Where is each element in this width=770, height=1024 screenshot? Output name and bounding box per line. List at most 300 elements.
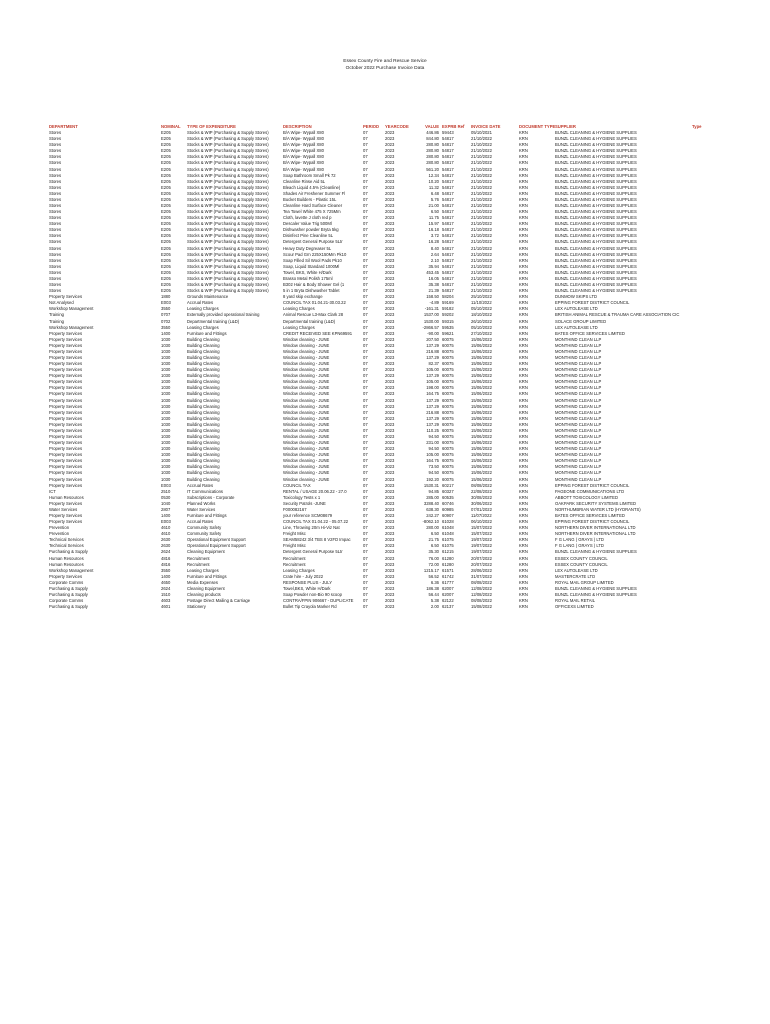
report-title: Essex County Fire and Rescue Service xyxy=(343,59,427,64)
table-cell: 11/10/2022 xyxy=(471,300,492,306)
table-cell: 30/06/2022 xyxy=(471,500,492,506)
column-header: Type xyxy=(692,124,702,129)
table-cell: 110.25 xyxy=(426,427,439,433)
table-cell: Stores xyxy=(49,215,62,221)
table-cell: 60075 xyxy=(442,427,454,433)
table-cell: KRN xyxy=(519,379,528,385)
table-cell: Accrual Rates xyxy=(187,519,214,525)
table-cell: Stores xyxy=(49,190,62,196)
table-cell: 2023 xyxy=(385,324,395,330)
table-cell: 07 xyxy=(363,476,368,482)
table-cell: 21/10/2022 xyxy=(471,203,492,209)
table-cell: 1030 xyxy=(161,385,171,391)
table-cell: BUNZL CLEANING & HYGIENE SUPPLIES xyxy=(555,585,637,591)
table-cell: 15/06/2022 xyxy=(471,379,492,385)
table-cell: 05/10/2021 xyxy=(471,130,492,136)
table-cell: Property Services xyxy=(49,409,83,415)
table-cell: 2023 xyxy=(385,209,395,215)
table-cell: 15.97 xyxy=(428,221,439,227)
table-cell: 2023 xyxy=(385,233,395,239)
table-cell: KRN xyxy=(519,330,528,336)
table-cell: 21/10/2022 xyxy=(471,172,492,178)
table-cell: 1030 xyxy=(161,458,171,464)
table-cell: 5.76 xyxy=(430,196,439,202)
table-cell: 2023 xyxy=(385,549,395,555)
table-cell: Building Cleaning xyxy=(187,391,220,397)
table-cell: MONTHIND CLEAN LLP xyxy=(555,452,602,458)
table-cell: 8 yard skip exchange xyxy=(283,294,323,300)
table-cell: 15/06/2022 xyxy=(471,452,492,458)
table-cell: KRN xyxy=(519,433,528,439)
table-cell: 07 xyxy=(363,598,368,604)
table-cell: 2023 xyxy=(385,294,395,300)
table-cell: F000082167 xyxy=(283,506,307,512)
table-cell: Property Services xyxy=(49,446,83,452)
table-cell: Human Resources xyxy=(49,555,84,561)
table-cell: B/A Wipe- Wypall X80 xyxy=(283,166,324,172)
table-cell: 07 xyxy=(363,421,368,427)
table-cell: 12/08/2022 xyxy=(471,585,492,591)
table-cell: 2023 xyxy=(385,415,395,421)
table-cell: 1030 xyxy=(161,373,171,379)
table-cell: E205 xyxy=(161,190,171,196)
table-cell: 60535 xyxy=(442,494,454,500)
table-cell: 105.00 xyxy=(426,452,439,458)
table-cell: E003 xyxy=(161,519,171,525)
table-cell: 07 xyxy=(363,354,368,360)
table-cell: KRN xyxy=(519,494,528,500)
table-cell: 60075 xyxy=(442,354,454,360)
table-cell: MONTHIND CLEAN LLP xyxy=(555,379,602,385)
table-cell: Property Services xyxy=(49,336,83,342)
table-cell: KRN xyxy=(519,476,528,482)
table-cell: 54817 xyxy=(442,263,454,269)
table-cell: 60075 xyxy=(442,440,454,446)
table-cell: 1030 xyxy=(161,354,171,360)
table-cell: 60075 xyxy=(442,409,454,415)
table-cell: Bucket Builders - Plastic 15L xyxy=(283,196,337,202)
column-header: PERIOD xyxy=(363,124,380,129)
table-cell: 137.29 xyxy=(426,373,439,379)
table-cell: 1030 xyxy=(161,427,171,433)
table-cell: 2023 xyxy=(385,130,395,136)
table-cell: Property Services xyxy=(49,342,83,348)
table-cell: 2023 xyxy=(385,203,395,209)
table-cell: ESSEX COUNTY COUNCIL xyxy=(555,555,608,561)
table-cell: 3550 xyxy=(161,567,171,573)
table-cell: 15/06/2022 xyxy=(471,342,492,348)
table-cell: 453.45 xyxy=(426,269,439,275)
table-cell: 56.44 xyxy=(428,592,439,598)
table-cell: Stocks & WIP (Purchasing & Supply Stores) xyxy=(187,136,269,142)
table-cell: BUNZL CLEANING & HYGIENE SUPPLIES xyxy=(555,245,637,251)
table-cell: KRN xyxy=(519,306,528,312)
table-cell: KRN xyxy=(519,348,528,354)
table-cell: 35.94 xyxy=(428,263,439,269)
table-cell: 07 xyxy=(363,391,368,397)
table-cell: 2023 xyxy=(385,531,395,537)
table-cell: Furniture and Fittings xyxy=(187,330,227,336)
table-cell: 07 xyxy=(363,154,368,160)
table-cell: Window cleaning - JUNE xyxy=(283,385,330,391)
table-cell: Stocks & WIP (Purchasing & Supply Stores) xyxy=(187,130,269,136)
table-cell: 07 xyxy=(363,409,368,415)
table-cell: Stocks & WIP (Purchasing & Supply Stores) xyxy=(187,148,269,154)
table-cell: Property Services xyxy=(49,415,83,421)
table-cell: 60075 xyxy=(442,379,454,385)
table-cell: Stores xyxy=(49,251,62,257)
table-cell: 07 xyxy=(363,196,368,202)
table-cell: 25/10/2022 xyxy=(471,294,492,300)
table-cell: 07 xyxy=(363,130,368,136)
table-cell: BUNZL CLEANING & HYGIENE SUPPLIES xyxy=(555,215,637,221)
table-cell: Subscriptions - Corporate xyxy=(187,494,235,500)
table-cell: BUNZL CLEANING & HYGIENE SUPPLIES xyxy=(555,227,637,233)
table-cell: Building Cleaning xyxy=(187,446,220,452)
table-cell: 56.52 xyxy=(428,573,439,579)
table-cell: Community Safety xyxy=(187,531,222,537)
table-cell: 280.00 xyxy=(426,525,439,531)
table-cell: KRN xyxy=(519,209,528,215)
table-cell: Leasing Charges xyxy=(187,567,219,573)
table-cell: 54817 xyxy=(442,154,454,160)
table-cell: 61048 xyxy=(442,531,454,537)
table-cell: 105.00 xyxy=(426,367,439,373)
table-cell: E205 xyxy=(161,221,171,227)
table-cell: 3550 xyxy=(161,306,171,312)
table-cell: Descaler Value Trig 500Ml xyxy=(283,221,332,227)
table-cell: 2023 xyxy=(385,330,395,336)
table-cell: Stocks & WIP (Purchasing & Supply Stores) xyxy=(187,209,269,215)
table-cell: 61280 xyxy=(442,555,454,561)
table-cell: Furniture and Fittings xyxy=(187,573,227,579)
table-cell: KRN xyxy=(519,160,528,166)
table-cell: Building Cleaning xyxy=(187,354,220,360)
invoice-table xyxy=(49,124,714,610)
table-cell: 2023 xyxy=(385,160,395,166)
table-cell: Operational Equipment Support xyxy=(187,537,246,543)
table-cell: 05/10/2022 xyxy=(471,306,492,312)
table-cell: 07 xyxy=(363,415,368,421)
table-cell: BUNZL CLEANING & HYGIENE SUPPLIES xyxy=(555,263,637,269)
table-cell: Window cleaning - JUNE xyxy=(283,470,330,476)
table-cell: 2023 xyxy=(385,409,395,415)
table-cell: Corporate Comms xyxy=(49,598,84,604)
table-cell: KRN xyxy=(519,397,528,403)
table-cell: Cleaning Equipment xyxy=(187,549,225,555)
table-cell: 2023 xyxy=(385,482,395,488)
table-cell: Workshop Management xyxy=(49,306,94,312)
table-cell: Stores xyxy=(49,282,62,288)
table-cell: 2023 xyxy=(385,598,395,604)
table-cell: Stocks & WIP (Purchasing & Supply Stores) xyxy=(187,257,269,263)
table-cell: KRN xyxy=(519,269,528,275)
table-cell: MONTHIND CLEAN LLP xyxy=(555,464,602,470)
table-cell: 4610 xyxy=(161,531,171,537)
table-cell: Stocks & WIP (Purchasing & Supply Stores) xyxy=(187,227,269,233)
column-header: NOMINAL xyxy=(161,124,181,129)
table-cell: 07 xyxy=(363,221,368,227)
table-cell: KRN xyxy=(519,178,528,184)
table-cell: 72.00 xyxy=(428,561,439,567)
table-cell: 216.88 xyxy=(426,409,439,415)
table-cell: 1400 xyxy=(161,330,171,336)
table-cell: 07 xyxy=(363,513,368,518)
table-cell: 21/10/2022 xyxy=(471,190,492,196)
table-cell: 2023 xyxy=(385,239,395,245)
table-cell: 26/10/2022 xyxy=(471,318,492,324)
table-cell: BUNZL CLEANING & HYGIENE SUPPLIES xyxy=(555,221,637,227)
table-cell: Window cleaning - JUNE xyxy=(283,427,330,433)
table-cell: MASTERCRATE LTD xyxy=(555,573,596,579)
table-cell: 1030 xyxy=(161,397,171,403)
table-cell: 21/10/2022 xyxy=(471,227,492,233)
table-cell: Purchasing & Supply xyxy=(49,585,88,591)
table-cell: 2023 xyxy=(385,458,395,464)
table-cell: 54817 xyxy=(442,166,454,172)
table-cell: Heavy Duty Degreaser 5L xyxy=(283,245,332,251)
table-cell: 59443 xyxy=(442,130,454,136)
table-cell: BUNZL CLEANING & HYGIENE SUPPLIES xyxy=(555,130,637,136)
table-cell: 07 xyxy=(363,282,368,288)
table-cell: 07 xyxy=(363,294,368,300)
table-cell: Stores xyxy=(49,166,62,172)
table-cell: Towel,BKS, White H/Dark xyxy=(283,585,331,591)
table-cell: 21/10/2022 xyxy=(471,136,492,142)
table-cell: 54817 xyxy=(442,239,454,245)
table-cell: Property Services xyxy=(49,427,83,433)
table-cell: 2023 xyxy=(385,537,395,543)
table-cell: Soap, Liquid Standard 1000Ml xyxy=(283,263,340,269)
table-cell: 60327 xyxy=(442,488,454,494)
table-cell: KRN xyxy=(519,549,528,555)
table-cell: 280.80 xyxy=(426,148,439,154)
table-cell: 2023 xyxy=(385,257,395,263)
table-cell: 54817 xyxy=(442,209,454,215)
table-cell: Property Services xyxy=(49,464,83,470)
table-cell: B/A Wipe- Wypall X80 xyxy=(283,160,324,166)
table-cell: 59535 xyxy=(442,324,454,330)
table-cell: KRN xyxy=(519,409,528,415)
table-cell: MONTHIND CLEAN LLP xyxy=(555,348,602,354)
table-cell: 12/08/2022 xyxy=(471,592,492,598)
table-cell: MONTHIND CLEAN LLP xyxy=(555,342,602,348)
table-cell: Soap Filled Sil Wool Pads Pk10 xyxy=(283,257,342,263)
table-cell: Property Services xyxy=(49,573,83,579)
table-cell: Window cleaning - JUNE xyxy=(283,348,330,354)
table-cell: 216.88 xyxy=(426,348,439,354)
table-cell: Stationery xyxy=(187,604,206,610)
table-cell: 1030 xyxy=(161,421,171,427)
table-cell: 59315 xyxy=(442,318,454,324)
table-cell: 06/10/2022 xyxy=(471,519,492,525)
table-cell: 2023 xyxy=(385,579,395,585)
table-cell: 07 xyxy=(363,519,368,525)
table-cell: MONTHIND CLEAN LLP xyxy=(555,354,602,360)
table-cell: KRN xyxy=(519,458,528,464)
table-cell: 2023 xyxy=(385,263,395,269)
table-cell: 5.38 xyxy=(430,598,439,604)
table-cell: BUNZL CLEANING & HYGIENE SUPPLIES xyxy=(555,275,637,281)
table-cell: KRN xyxy=(519,239,528,245)
table-cell: 12.34 xyxy=(428,172,439,178)
table-cell: 2023 xyxy=(385,506,395,512)
table-cell: 638.30 xyxy=(426,506,439,512)
table-cell: Building Cleaning xyxy=(187,403,220,409)
table-cell: 07 xyxy=(363,178,368,184)
table-cell: 08/08/2022 xyxy=(471,579,492,585)
table-cell: 1030 xyxy=(161,415,171,421)
table-cell: Building Cleaning xyxy=(187,397,220,403)
table-cell: 94.50 xyxy=(428,446,439,452)
table-cell: 0707 xyxy=(161,312,171,318)
table-cell: BUNZL CLEANING & HYGIENE SUPPLIES xyxy=(555,184,637,190)
table-cell: Cleanline Hard Surface Cleaner xyxy=(283,203,343,209)
table-cell: Furniture and Fittings xyxy=(187,513,227,518)
table-cell: Building Cleaning xyxy=(187,361,220,367)
table-cell: Soap Powder non-Bio 90 scoop xyxy=(283,592,342,598)
table-cell: 07 xyxy=(363,172,368,178)
table-cell: BUNZL CLEANING & HYGIENE SUPPLIES xyxy=(555,257,637,263)
table-cell: Departmental training (L&D) xyxy=(283,318,336,324)
table-cell: 07 xyxy=(363,397,368,403)
table-cell: KRN xyxy=(519,215,528,221)
table-cell: Building Cleaning xyxy=(187,373,220,379)
table-cell: Window cleaning - JUNE xyxy=(283,403,330,409)
table-cell: E205 xyxy=(161,136,171,142)
table-cell: 60746 xyxy=(442,500,454,506)
table-cell: 4816 xyxy=(161,561,171,567)
table-cell: Stores xyxy=(49,269,62,275)
table-cell: 07 xyxy=(363,227,368,233)
table-cell: EPPING FOREST DISTRICT COUNCIL xyxy=(555,300,630,306)
table-cell: 61571 xyxy=(442,567,454,573)
table-cell: 07 xyxy=(363,367,368,373)
table-cell: 3288.40 xyxy=(423,500,439,506)
table-cell: 2807 xyxy=(161,506,171,512)
table-cell: KRN xyxy=(519,531,528,537)
table-cell: 15/06/2022 xyxy=(471,464,492,470)
table-cell: Stores xyxy=(49,245,62,251)
table-cell: Leasing Charges xyxy=(283,306,315,312)
table-cell: 21/10/2022 xyxy=(471,215,492,221)
table-cell: 07 xyxy=(363,379,368,385)
table-cell: Property Services xyxy=(49,330,83,336)
table-cell: 15/06/2022 xyxy=(471,348,492,354)
table-cell: 11/07/2022 xyxy=(471,513,492,518)
table-cell: Planned Works xyxy=(187,500,216,506)
table-cell: 61028 xyxy=(442,519,454,525)
table-cell: 2023 xyxy=(385,403,395,409)
table-cell: Property Services xyxy=(49,500,83,506)
table-cell: 07 xyxy=(363,373,368,379)
table-cell: 2023 xyxy=(385,361,395,367)
table-cell: 54817 xyxy=(442,196,454,202)
table-cell: Window cleaning - JUNE xyxy=(283,464,330,470)
table-cell: 21/10/2022 xyxy=(471,257,492,263)
table-cell: OAKPARK SECURITY SYSTEMS LIMITED xyxy=(555,500,637,506)
table-cell: 1030 xyxy=(161,367,171,373)
table-cell: 60907 xyxy=(442,513,454,518)
table-cell: 2023 xyxy=(385,172,395,178)
table-cell: 54817 xyxy=(442,221,454,227)
table-cell: 4650 xyxy=(161,579,171,585)
table-cell: Stocks & WIP (Purchasing & Supply Stores) xyxy=(187,269,269,275)
table-cell: KRN xyxy=(519,561,528,567)
table-cell: CONTRA/FPIN 906667 - DUPLICATE xyxy=(283,598,354,604)
table-cell: COUNCIL TAX 01.04.21-30.03.22 xyxy=(283,300,346,306)
table-cell: 2023 xyxy=(385,513,395,518)
table-cell: B302 Hair & Body Shower Gel (1 xyxy=(283,282,345,288)
table-cell: Property Services xyxy=(49,397,83,403)
table-cell: 6.36 xyxy=(430,579,439,585)
table-cell: 07 xyxy=(363,482,368,488)
table-cell: Stocks & WIP (Purchasing & Supply Stores) xyxy=(187,154,269,160)
table-cell: EPPING FOREST DISTRICT COUNCIL xyxy=(555,482,630,488)
table-cell: KRN xyxy=(519,585,528,591)
table-cell: 285.00 xyxy=(426,494,439,500)
table-cell: Building Cleaning xyxy=(187,433,220,439)
table-cell: 61742 xyxy=(442,573,454,579)
table-cell: Building Cleaning xyxy=(187,421,220,427)
table-cell: Stocks & WIP (Purchasing & Supply Stores) xyxy=(187,203,269,209)
table-cell: CREDIT RECEIVED SEE KPN69591 xyxy=(283,330,353,336)
table-cell: BUNZL CLEANING & HYGIENE SUPPLIES xyxy=(555,288,637,294)
table-cell: 59621 xyxy=(442,330,454,336)
table-cell: NORTHUMBRIAN WATER LTD (HYDRANTS) xyxy=(555,506,641,512)
table-cell: 15/06/2022 xyxy=(471,354,492,360)
table-cell: 21/10/2022 xyxy=(471,288,492,294)
table-cell: 1030 xyxy=(161,476,171,482)
table-cell: KRN xyxy=(519,500,528,506)
table-cell: 60075 xyxy=(442,446,454,452)
table-cell: 5 in 1 Bryta Dishwasher Tablet xyxy=(283,288,340,294)
table-cell: 2023 xyxy=(385,275,395,281)
table-cell: 07 xyxy=(363,209,368,215)
table-cell: BATES OFFICE SERVICES LIMITED xyxy=(555,330,625,336)
table-cell: 2023 xyxy=(385,288,395,294)
table-cell: LEX AUTOLEASE LTD xyxy=(555,567,598,573)
table-cell: 15/06/2022 xyxy=(471,336,492,342)
table-cell: 15/06/2022 xyxy=(471,391,492,397)
table-cell: E003 xyxy=(161,482,171,488)
table-cell: Property Services xyxy=(49,385,83,391)
table-cell: MONTHIND CLEAN LLP xyxy=(555,367,602,373)
table-cell: ESSEX COUNTY COUNCIL xyxy=(555,561,608,567)
table-cell: 2.64 xyxy=(430,251,439,257)
table-cell: 54817 xyxy=(442,275,454,281)
table-cell: BUNZL CLEANING & HYGIENE SUPPLIES xyxy=(555,142,637,148)
table-cell: 73.50 xyxy=(428,464,439,470)
column-header: SUPPLIER xyxy=(555,124,576,129)
table-cell: Property Services xyxy=(49,421,83,427)
table-cell: 2023 xyxy=(385,306,395,312)
table-cell: 2510 xyxy=(161,488,171,494)
table-cell: SEAM58242 3/4 TBS 8 V2FD Impac xyxy=(283,537,351,543)
table-cell: Property Services xyxy=(49,513,83,518)
table-cell: 07 xyxy=(363,549,368,555)
table-cell: 1030 xyxy=(161,464,171,470)
table-cell: KRN xyxy=(519,464,528,470)
table-cell: 07 xyxy=(363,330,368,336)
table-cell: 1030 xyxy=(161,403,171,409)
table-cell: Window cleaning - JUNE xyxy=(283,367,330,373)
table-cell: MONTHIND CLEAN LLP xyxy=(555,336,602,342)
table-cell: KRN xyxy=(519,367,528,373)
table-cell: 07 xyxy=(363,275,368,281)
table-cell: 07 xyxy=(363,184,368,190)
table-cell: 07 xyxy=(363,166,368,172)
